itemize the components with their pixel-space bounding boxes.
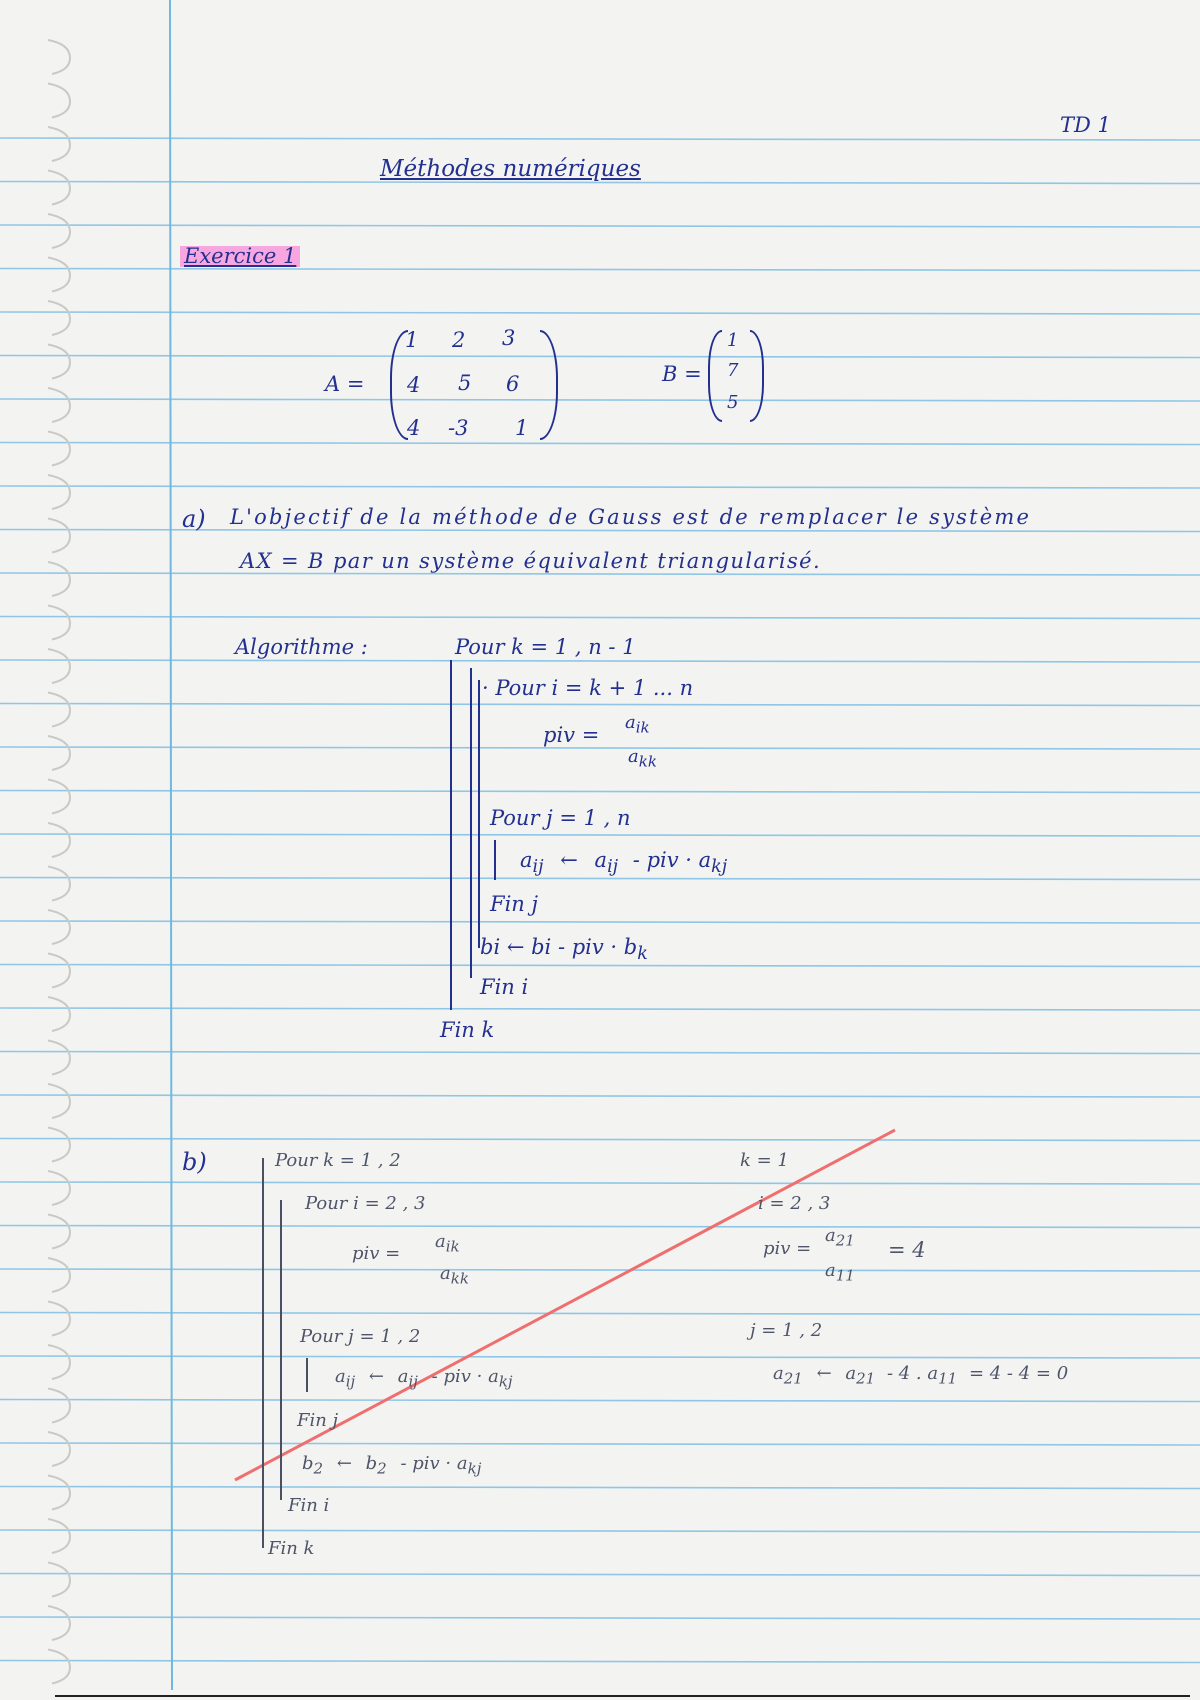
ruled-line [0, 1400, 1200, 1402]
binder-hole [48, 1389, 70, 1423]
algo-end-k: Fin k [440, 1018, 495, 1042]
ruled-line [0, 1487, 1200, 1489]
binder-hole [48, 432, 70, 466]
binder-hole [48, 1171, 70, 1205]
matrix-b-name: B = [662, 362, 702, 386]
ruled-lines [0, 138, 1200, 1663]
ruled-line [0, 1530, 1200, 1532]
ruled-line [0, 1008, 1200, 1010]
calc-piv-num: $a_{21}$ [825, 1225, 855, 1250]
algo-update-a: $a_{ij}$ ← $a_{ij}$ - piv · $a_{kj}$ [520, 848, 728, 878]
binder-hole [48, 954, 70, 988]
binder-hole [48, 1519, 70, 1553]
binder-hole [48, 1345, 70, 1379]
algo-for-i: · Pour i = k + 1 ... n [482, 676, 694, 700]
matrix-a-cell: 2 [452, 328, 466, 352]
part-b-update-a: $a_{ij}$ ← $a_{ij}$ - piv · $a_{kj}$ [335, 1366, 513, 1391]
part-b-marker: b) [182, 1148, 207, 1176]
binder-hole [48, 1128, 70, 1162]
ruled-line [0, 486, 1200, 488]
binder-hole [48, 736, 70, 770]
binder-hole [48, 1650, 70, 1684]
binder-hole [48, 1563, 70, 1597]
binder-hole [48, 171, 70, 205]
binder-hole [48, 606, 70, 640]
part-a-marker: a) [182, 505, 206, 533]
matrix-b-cell: 5 [727, 392, 739, 413]
binder-hole [48, 1432, 70, 1466]
calc-update: $a_{21}$ ← $a_{21} - 4$ . $a_{11} = 4 - 4 = 0$ [773, 1363, 1069, 1388]
binder-hole [48, 40, 70, 74]
matrix-a-cell: 6 [506, 372, 520, 396]
ruled-line [0, 269, 1200, 271]
part-b-j-bar [306, 1358, 308, 1392]
calc-k: k = 1 [740, 1150, 789, 1171]
binder-hole [48, 214, 70, 248]
algo-for-k: Pour k = 1 , n - 1 [455, 635, 636, 659]
ruled-line [0, 530, 1200, 532]
ruled-line [0, 704, 1200, 706]
algo-for-j: Pour j = 1 , n [490, 806, 631, 830]
ruled-line [0, 138, 1200, 140]
binder-hole [48, 1084, 70, 1118]
algo-end-i: Fin i [480, 975, 529, 999]
binder-hole [48, 1606, 70, 1640]
algo-piv-num: $a_{ik}$ [625, 712, 650, 737]
part-b-update-b: $b_2$ ← $b_2$ - piv · $a_{kj}$ [302, 1453, 482, 1478]
part-b-end-k: Fin k [268, 1538, 315, 1559]
binder-hole [48, 1215, 70, 1249]
ruled-line [0, 791, 1200, 793]
algo-update-b: bi ← bi - piv · $b_k$ [480, 935, 648, 965]
algorithm-label: Algorithme : [235, 635, 368, 659]
calc-piv-lhs: piv = [763, 1238, 812, 1259]
binder-hole [48, 867, 70, 901]
ruled-line [0, 1139, 1200, 1141]
binder-hole [48, 258, 70, 292]
ruled-line [0, 1661, 1200, 1663]
matrix-a-cell: 4 [407, 373, 421, 397]
ruled-line [0, 573, 1200, 575]
binder-hole [48, 823, 70, 857]
algo-j-bar [494, 840, 496, 880]
ruled-line [0, 834, 1200, 836]
ruled-line [0, 1617, 1200, 1619]
page-title: Méthodes numériques [380, 156, 641, 182]
part-b-i-bar [280, 1200, 282, 1500]
ruled-line [0, 356, 1200, 358]
binder-hole [48, 519, 70, 553]
ruled-line [0, 878, 1200, 880]
margin-line [170, 0, 172, 1690]
algo-piv-lhs: piv = [543, 723, 600, 747]
binder-hole [48, 388, 70, 422]
binder-hole [48, 1302, 70, 1336]
part-b-piv-den: $a_{kk}$ [440, 1263, 469, 1288]
matrix-a-cell: 4 [407, 416, 421, 440]
binder-hole [48, 1041, 70, 1075]
part-b-for-i: Pour i = 2 , 3 [305, 1193, 426, 1214]
matrix-a-cell: -3 [448, 416, 469, 440]
binder-hole [48, 780, 70, 814]
part-a-line-1: L'objectif de la méthode de Gauss est de remplacer le système [230, 505, 1032, 529]
binder-hole [48, 345, 70, 379]
ruled-line [0, 312, 1200, 314]
exercise-label: Exercice 1 [180, 246, 300, 267]
matrix-b-cell: 1 [727, 330, 739, 351]
calc-piv-result: = 4 [888, 1238, 926, 1262]
binder-hole [48, 127, 70, 161]
ruled-line [0, 1182, 1200, 1184]
part-b-piv-num: $a_{ik}$ [435, 1231, 460, 1256]
matrix-a-cell: 1 [405, 328, 419, 352]
binder-hole [48, 84, 70, 118]
matrix-a-cell: 1 [515, 416, 529, 440]
matrix-a-name: A = [325, 372, 365, 396]
binder-hole [48, 997, 70, 1031]
algo-piv-den: $a_{kk}$ [628, 746, 657, 771]
ruled-line [0, 747, 1200, 749]
ruled-line [0, 965, 1200, 967]
ruled-line [0, 1226, 1200, 1228]
ruled-line [0, 1356, 1200, 1358]
ruled-line [0, 443, 1200, 445]
ruled-line [0, 1269, 1200, 1271]
binder-hole [48, 693, 70, 727]
binder-hole [48, 1476, 70, 1510]
binder-holes [48, 40, 70, 1684]
part-b-end-i: Fin i [288, 1495, 330, 1516]
calc-i: i = 2 , 3 [758, 1193, 831, 1214]
calc-piv-den: $a_{11}$ [825, 1260, 855, 1285]
ruled-line [0, 617, 1200, 619]
binder-hole [48, 910, 70, 944]
ruled-line [0, 1095, 1200, 1097]
binder-hole [48, 562, 70, 596]
matrix-a-cell: 3 [502, 326, 516, 350]
calc-j: j = 1 , 2 [750, 1320, 823, 1341]
algo-i-inner-bar [478, 680, 480, 948]
part-b-for-j: Pour j = 1 , 2 [300, 1326, 421, 1347]
algo-i-bar [470, 668, 472, 978]
part-b-for-k: Pour k = 1 , 2 [275, 1150, 401, 1171]
part-b-piv-lhs: piv = [352, 1243, 401, 1264]
algo-end-j: Fin j [490, 892, 538, 916]
part-b-k-bar [262, 1158, 264, 1548]
part-a-line-2: AX = B par un système équivalent triangularisé. [240, 549, 822, 573]
binder-hole [48, 649, 70, 683]
binder-hole [48, 301, 70, 335]
ruled-line [0, 660, 1200, 662]
ruled-line [0, 399, 1200, 401]
matrix-b-cell: 7 [727, 360, 739, 381]
binder-hole [48, 475, 70, 509]
ruled-line [0, 921, 1200, 923]
ruled-line [0, 225, 1200, 227]
part-b-end-j: Fin j [297, 1410, 339, 1431]
matrix-a-cell: 5 [458, 371, 472, 395]
ruled-line [0, 1574, 1200, 1576]
ruled-line [0, 1313, 1200, 1315]
ruled-line [0, 1052, 1200, 1054]
ruled-line [0, 1443, 1200, 1445]
td-label: TD 1 [1060, 113, 1111, 137]
binder-hole [48, 1258, 70, 1292]
algo-k-bar [450, 660, 452, 1010]
